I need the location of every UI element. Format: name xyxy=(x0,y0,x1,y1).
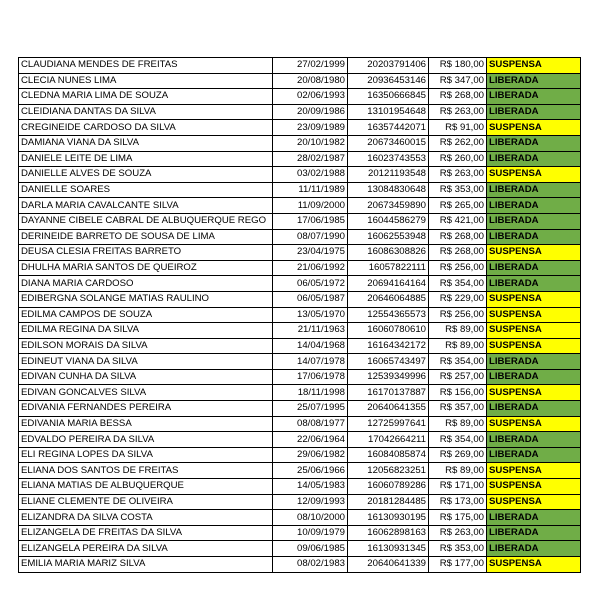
birth-date-cell: 25/07/1995 xyxy=(273,401,348,417)
birth-date-cell: 22/06/1964 xyxy=(273,432,348,448)
amount-cell: R$ 263,00 xyxy=(429,104,487,120)
amount-cell: R$ 268,00 xyxy=(429,245,487,261)
table-row xyxy=(19,416,581,432)
status-cell: LIBERADA xyxy=(487,401,581,417)
id-number-cell: 16350666845 xyxy=(348,89,429,105)
status-cell: SUSPENSA xyxy=(487,291,581,307)
status-cell: SUSPENSA xyxy=(487,307,581,323)
table-row xyxy=(19,510,581,526)
name-cell: EDIVANIA MARIA BESSA xyxy=(19,416,273,432)
name-cell: DAYANNE CIBELE CABRAL DE ALBUQUERQUE REGO xyxy=(19,213,273,229)
table-row xyxy=(19,385,581,401)
table-row xyxy=(19,182,581,198)
birth-date-cell: 23/04/1975 xyxy=(273,245,348,261)
status-cell: LIBERADA xyxy=(487,104,581,120)
birth-date-cell: 14/07/1978 xyxy=(273,354,348,370)
amount-cell: R$ 269,00 xyxy=(429,447,487,463)
table-row xyxy=(19,401,581,417)
name-cell: EDILMA CAMPOS DE SOUZA xyxy=(19,307,273,323)
name-cell: DANIELLE ALVES DE SOUZA xyxy=(19,167,273,183)
id-number-cell: 20673460015 xyxy=(348,135,429,151)
birth-date-cell: 20/08/1980 xyxy=(273,73,348,89)
birth-date-cell: 21/11/1963 xyxy=(273,323,348,339)
status-cell: SUSPENSA xyxy=(487,463,581,479)
amount-cell: R$ 421,00 xyxy=(429,213,487,229)
amount-cell: R$ 353,00 xyxy=(429,541,487,557)
amount-cell: R$ 263,00 xyxy=(429,167,487,183)
table-row xyxy=(19,525,581,541)
amount-cell: R$ 353,00 xyxy=(429,182,487,198)
name-cell: EDIVAN GONCALVES SILVA xyxy=(19,385,273,401)
name-cell: DANIELLE SOARES xyxy=(19,182,273,198)
birth-date-cell: 06/05/1987 xyxy=(273,291,348,307)
name-cell: ELIZANGELA DE FREITAS DA SILVA xyxy=(19,525,273,541)
amount-cell: R$ 263,00 xyxy=(429,525,487,541)
id-number-cell: 13101954648 xyxy=(348,104,429,120)
table-row xyxy=(19,167,581,183)
birth-date-cell: 06/05/1972 xyxy=(273,276,348,292)
birth-date-cell: 23/09/1989 xyxy=(273,120,348,136)
name-cell: ELIZANDRA DA SILVA COSTA xyxy=(19,510,273,526)
name-cell: DANIELE LEITE DE LIMA xyxy=(19,151,273,167)
amount-cell: R$ 268,00 xyxy=(429,229,487,245)
table-row xyxy=(19,213,581,229)
status-cell: LIBERADA xyxy=(487,229,581,245)
table-row xyxy=(19,323,581,339)
amount-cell: R$ 354,00 xyxy=(429,432,487,448)
table-row xyxy=(19,120,581,136)
id-number-cell: 16062898163 xyxy=(348,525,429,541)
birth-date-cell: 29/06/1982 xyxy=(273,447,348,463)
status-cell: LIBERADA xyxy=(487,369,581,385)
status-cell: SUSPENSA xyxy=(487,58,581,74)
name-cell: DIANA MARIA CARDOSO xyxy=(19,276,273,292)
id-number-cell: 20121193548 xyxy=(348,167,429,183)
status-cell: SUSPENSA xyxy=(487,479,581,495)
id-number-cell: 20640641355 xyxy=(348,401,429,417)
name-cell: CREGINEIDE CARDOSO DA SILVA xyxy=(19,120,273,136)
id-number-cell: 20936453146 xyxy=(348,73,429,89)
status-cell: LIBERADA xyxy=(487,525,581,541)
name-cell: EDIVANIA FERNANDES PEREIRA xyxy=(19,401,273,417)
name-cell: ELIANA MATIAS DE ALBUQUERQUE xyxy=(19,479,273,495)
id-number-cell: 16057822111 xyxy=(348,260,429,276)
birth-date-cell: 11/09/2000 xyxy=(273,198,348,214)
table-row xyxy=(19,198,581,214)
birth-date-cell: 20/10/1982 xyxy=(273,135,348,151)
id-number-cell: 16130931345 xyxy=(348,541,429,557)
id-number-cell: 16060780610 xyxy=(348,323,429,339)
status-cell: LIBERADA xyxy=(487,541,581,557)
id-number-cell: 16164342172 xyxy=(348,338,429,354)
amount-cell: R$ 89,00 xyxy=(429,416,487,432)
records-table-body xyxy=(19,58,581,573)
status-cell: LIBERADA xyxy=(487,510,581,526)
birth-date-cell: 20/09/1986 xyxy=(273,104,348,120)
id-number-cell: 20673459890 xyxy=(348,198,429,214)
name-cell: EDILMA REGINA DA SILVA xyxy=(19,323,273,339)
birth-date-cell: 08/02/1983 xyxy=(273,557,348,573)
name-cell: EDIBERGNA SOLANGE MATIAS RAULINO xyxy=(19,291,273,307)
id-number-cell: 16062553948 xyxy=(348,229,429,245)
table-row xyxy=(19,479,581,495)
id-number-cell: 16084085874 xyxy=(348,447,429,463)
id-number-cell: 16065743497 xyxy=(348,354,429,370)
birth-date-cell: 03/02/1988 xyxy=(273,167,348,183)
table-row xyxy=(19,135,581,151)
status-cell: SUSPENSA xyxy=(487,120,581,136)
table-row xyxy=(19,276,581,292)
status-cell: SUSPENSA xyxy=(487,416,581,432)
amount-cell: R$ 354,00 xyxy=(429,354,487,370)
status-cell: SUSPENSA xyxy=(487,245,581,261)
name-cell: EMILIA MARIA MARIZ SILVA xyxy=(19,557,273,573)
birth-date-cell: 14/04/1968 xyxy=(273,338,348,354)
name-cell: CLECIA NUNES LIMA xyxy=(19,73,273,89)
status-cell: SUSPENSA xyxy=(487,338,581,354)
table-row xyxy=(19,151,581,167)
name-cell: ELI REGINA LOPES DA SILVA xyxy=(19,447,273,463)
status-cell: LIBERADA xyxy=(487,260,581,276)
table-row xyxy=(19,432,581,448)
status-cell: SUSPENSA xyxy=(487,494,581,510)
status-cell: LIBERADA xyxy=(487,213,581,229)
amount-cell: R$ 89,00 xyxy=(429,323,487,339)
name-cell: DEUSA CLESIA FREITAS BARRETO xyxy=(19,245,273,261)
birth-date-cell: 11/11/1989 xyxy=(273,182,348,198)
status-cell: LIBERADA xyxy=(487,276,581,292)
table-row xyxy=(19,463,581,479)
amount-cell: R$ 268,00 xyxy=(429,89,487,105)
table-row xyxy=(19,104,581,120)
name-cell: ELIZANGELA PEREIRA DA SILVA xyxy=(19,541,273,557)
amount-cell: R$ 156,00 xyxy=(429,385,487,401)
table-row xyxy=(19,354,581,370)
status-cell: SUSPENSA xyxy=(487,385,581,401)
status-cell: LIBERADA xyxy=(487,135,581,151)
amount-cell: R$ 262,00 xyxy=(429,135,487,151)
birth-date-cell: 02/06/1993 xyxy=(273,89,348,105)
name-cell: EDIVAN CUNHA DA SILVA xyxy=(19,369,273,385)
table-row xyxy=(19,245,581,261)
table-row xyxy=(19,73,581,89)
amount-cell: R$ 177,00 xyxy=(429,557,487,573)
table-row xyxy=(19,307,581,323)
table-row xyxy=(19,260,581,276)
name-cell: EDVALDO PEREIRA DA SILVA xyxy=(19,432,273,448)
table-row xyxy=(19,447,581,463)
birth-date-cell: 18/11/1998 xyxy=(273,385,348,401)
amount-cell: R$ 173,00 xyxy=(429,494,487,510)
amount-cell: R$ 354,00 xyxy=(429,276,487,292)
id-number-cell: 20694164164 xyxy=(348,276,429,292)
amount-cell: R$ 265,00 xyxy=(429,198,487,214)
id-number-cell: 12725997641 xyxy=(348,416,429,432)
amount-cell: R$ 171,00 xyxy=(429,479,487,495)
birth-date-cell: 13/05/1970 xyxy=(273,307,348,323)
id-number-cell: 20646064885 xyxy=(348,291,429,307)
birth-date-cell: 08/08/1977 xyxy=(273,416,348,432)
name-cell: DARLA MARIA CAVALCANTE SILVA xyxy=(19,198,273,214)
id-number-cell: 16130930195 xyxy=(348,510,429,526)
birth-date-cell: 10/09/1979 xyxy=(273,525,348,541)
amount-cell: R$ 229,00 xyxy=(429,291,487,307)
id-number-cell: 13084830648 xyxy=(348,182,429,198)
birth-date-cell: 17/06/1985 xyxy=(273,213,348,229)
name-cell: CLAUDIANA MENDES DE FREITAS xyxy=(19,58,273,74)
status-cell: LIBERADA xyxy=(487,447,581,463)
table-row xyxy=(19,369,581,385)
status-cell: LIBERADA xyxy=(487,182,581,198)
status-cell: LIBERADA xyxy=(487,89,581,105)
id-number-cell: 12539349996 xyxy=(348,369,429,385)
name-cell: EDILSON MORAIS DA SILVA xyxy=(19,338,273,354)
amount-cell: R$ 256,00 xyxy=(429,260,487,276)
name-cell: DAMIANA VIANA DA SILVA xyxy=(19,135,273,151)
amount-cell: R$ 180,00 xyxy=(429,58,487,74)
birth-date-cell: 21/06/1992 xyxy=(273,260,348,276)
birth-date-cell: 28/02/1987 xyxy=(273,151,348,167)
id-number-cell: 16023743553 xyxy=(348,151,429,167)
status-cell: SUSPENSA xyxy=(487,323,581,339)
amount-cell: R$ 347,00 xyxy=(429,73,487,89)
name-cell: DERINEIDE BARRETO DE SOUSA DE LIMA xyxy=(19,229,273,245)
birth-date-cell: 09/06/1985 xyxy=(273,541,348,557)
birth-date-cell: 08/07/1990 xyxy=(273,229,348,245)
name-cell: ELIANE CLEMENTE DE OLIVEIRA xyxy=(19,494,273,510)
amount-cell: R$ 91,00 xyxy=(429,120,487,136)
table-row xyxy=(19,541,581,557)
birth-date-cell: 14/05/1983 xyxy=(273,479,348,495)
amount-cell: R$ 89,00 xyxy=(429,463,487,479)
status-cell: SUSPENSA xyxy=(487,557,581,573)
status-cell: LIBERADA xyxy=(487,73,581,89)
status-cell: LIBERADA xyxy=(487,354,581,370)
id-number-cell: 12056823251 xyxy=(348,463,429,479)
table-row xyxy=(19,229,581,245)
id-number-cell: 16060789286 xyxy=(348,479,429,495)
id-number-cell: 20640641339 xyxy=(348,557,429,573)
amount-cell: R$ 357,00 xyxy=(429,401,487,417)
amount-cell: R$ 175,00 xyxy=(429,510,487,526)
birth-date-cell: 12/09/1993 xyxy=(273,494,348,510)
id-number-cell: 20203791406 xyxy=(348,58,429,74)
status-cell: LIBERADA xyxy=(487,151,581,167)
table-row xyxy=(19,557,581,573)
records-table xyxy=(18,57,581,573)
amount-cell: R$ 260,00 xyxy=(429,151,487,167)
id-number-cell: 16044586279 xyxy=(348,213,429,229)
birth-date-cell: 27/02/1999 xyxy=(273,58,348,74)
id-number-cell: 12554365573 xyxy=(348,307,429,323)
table-row xyxy=(19,89,581,105)
id-number-cell: 20181284485 xyxy=(348,494,429,510)
amount-cell: R$ 89,00 xyxy=(429,338,487,354)
id-number-cell: 17042664211 xyxy=(348,432,429,448)
status-cell: SUSPENSA xyxy=(487,167,581,183)
name-cell: CLEDNA MARIA LIMA DE SOUZA xyxy=(19,89,273,105)
table-row xyxy=(19,338,581,354)
id-number-cell: 16357442071 xyxy=(348,120,429,136)
birth-date-cell: 25/06/1966 xyxy=(273,463,348,479)
name-cell: ELIANA DOS SANTOS DE FREITAS xyxy=(19,463,273,479)
table-row xyxy=(19,494,581,510)
name-cell: EDINEUT VIANA DA SILVA xyxy=(19,354,273,370)
amount-cell: R$ 256,00 xyxy=(429,307,487,323)
id-number-cell: 16086308826 xyxy=(348,245,429,261)
birth-date-cell: 17/06/1978 xyxy=(273,369,348,385)
status-cell: LIBERADA xyxy=(487,198,581,214)
id-number-cell: 16170137887 xyxy=(348,385,429,401)
status-cell: LIBERADA xyxy=(487,432,581,448)
birth-date-cell: 08/10/2000 xyxy=(273,510,348,526)
amount-cell: R$ 257,00 xyxy=(429,369,487,385)
name-cell: CLEIDIANA DANTAS DA SILVA xyxy=(19,104,273,120)
table-row xyxy=(19,291,581,307)
name-cell: DHULHA MARIA SANTOS DE QUEIROZ xyxy=(19,260,273,276)
table-row xyxy=(19,58,581,74)
